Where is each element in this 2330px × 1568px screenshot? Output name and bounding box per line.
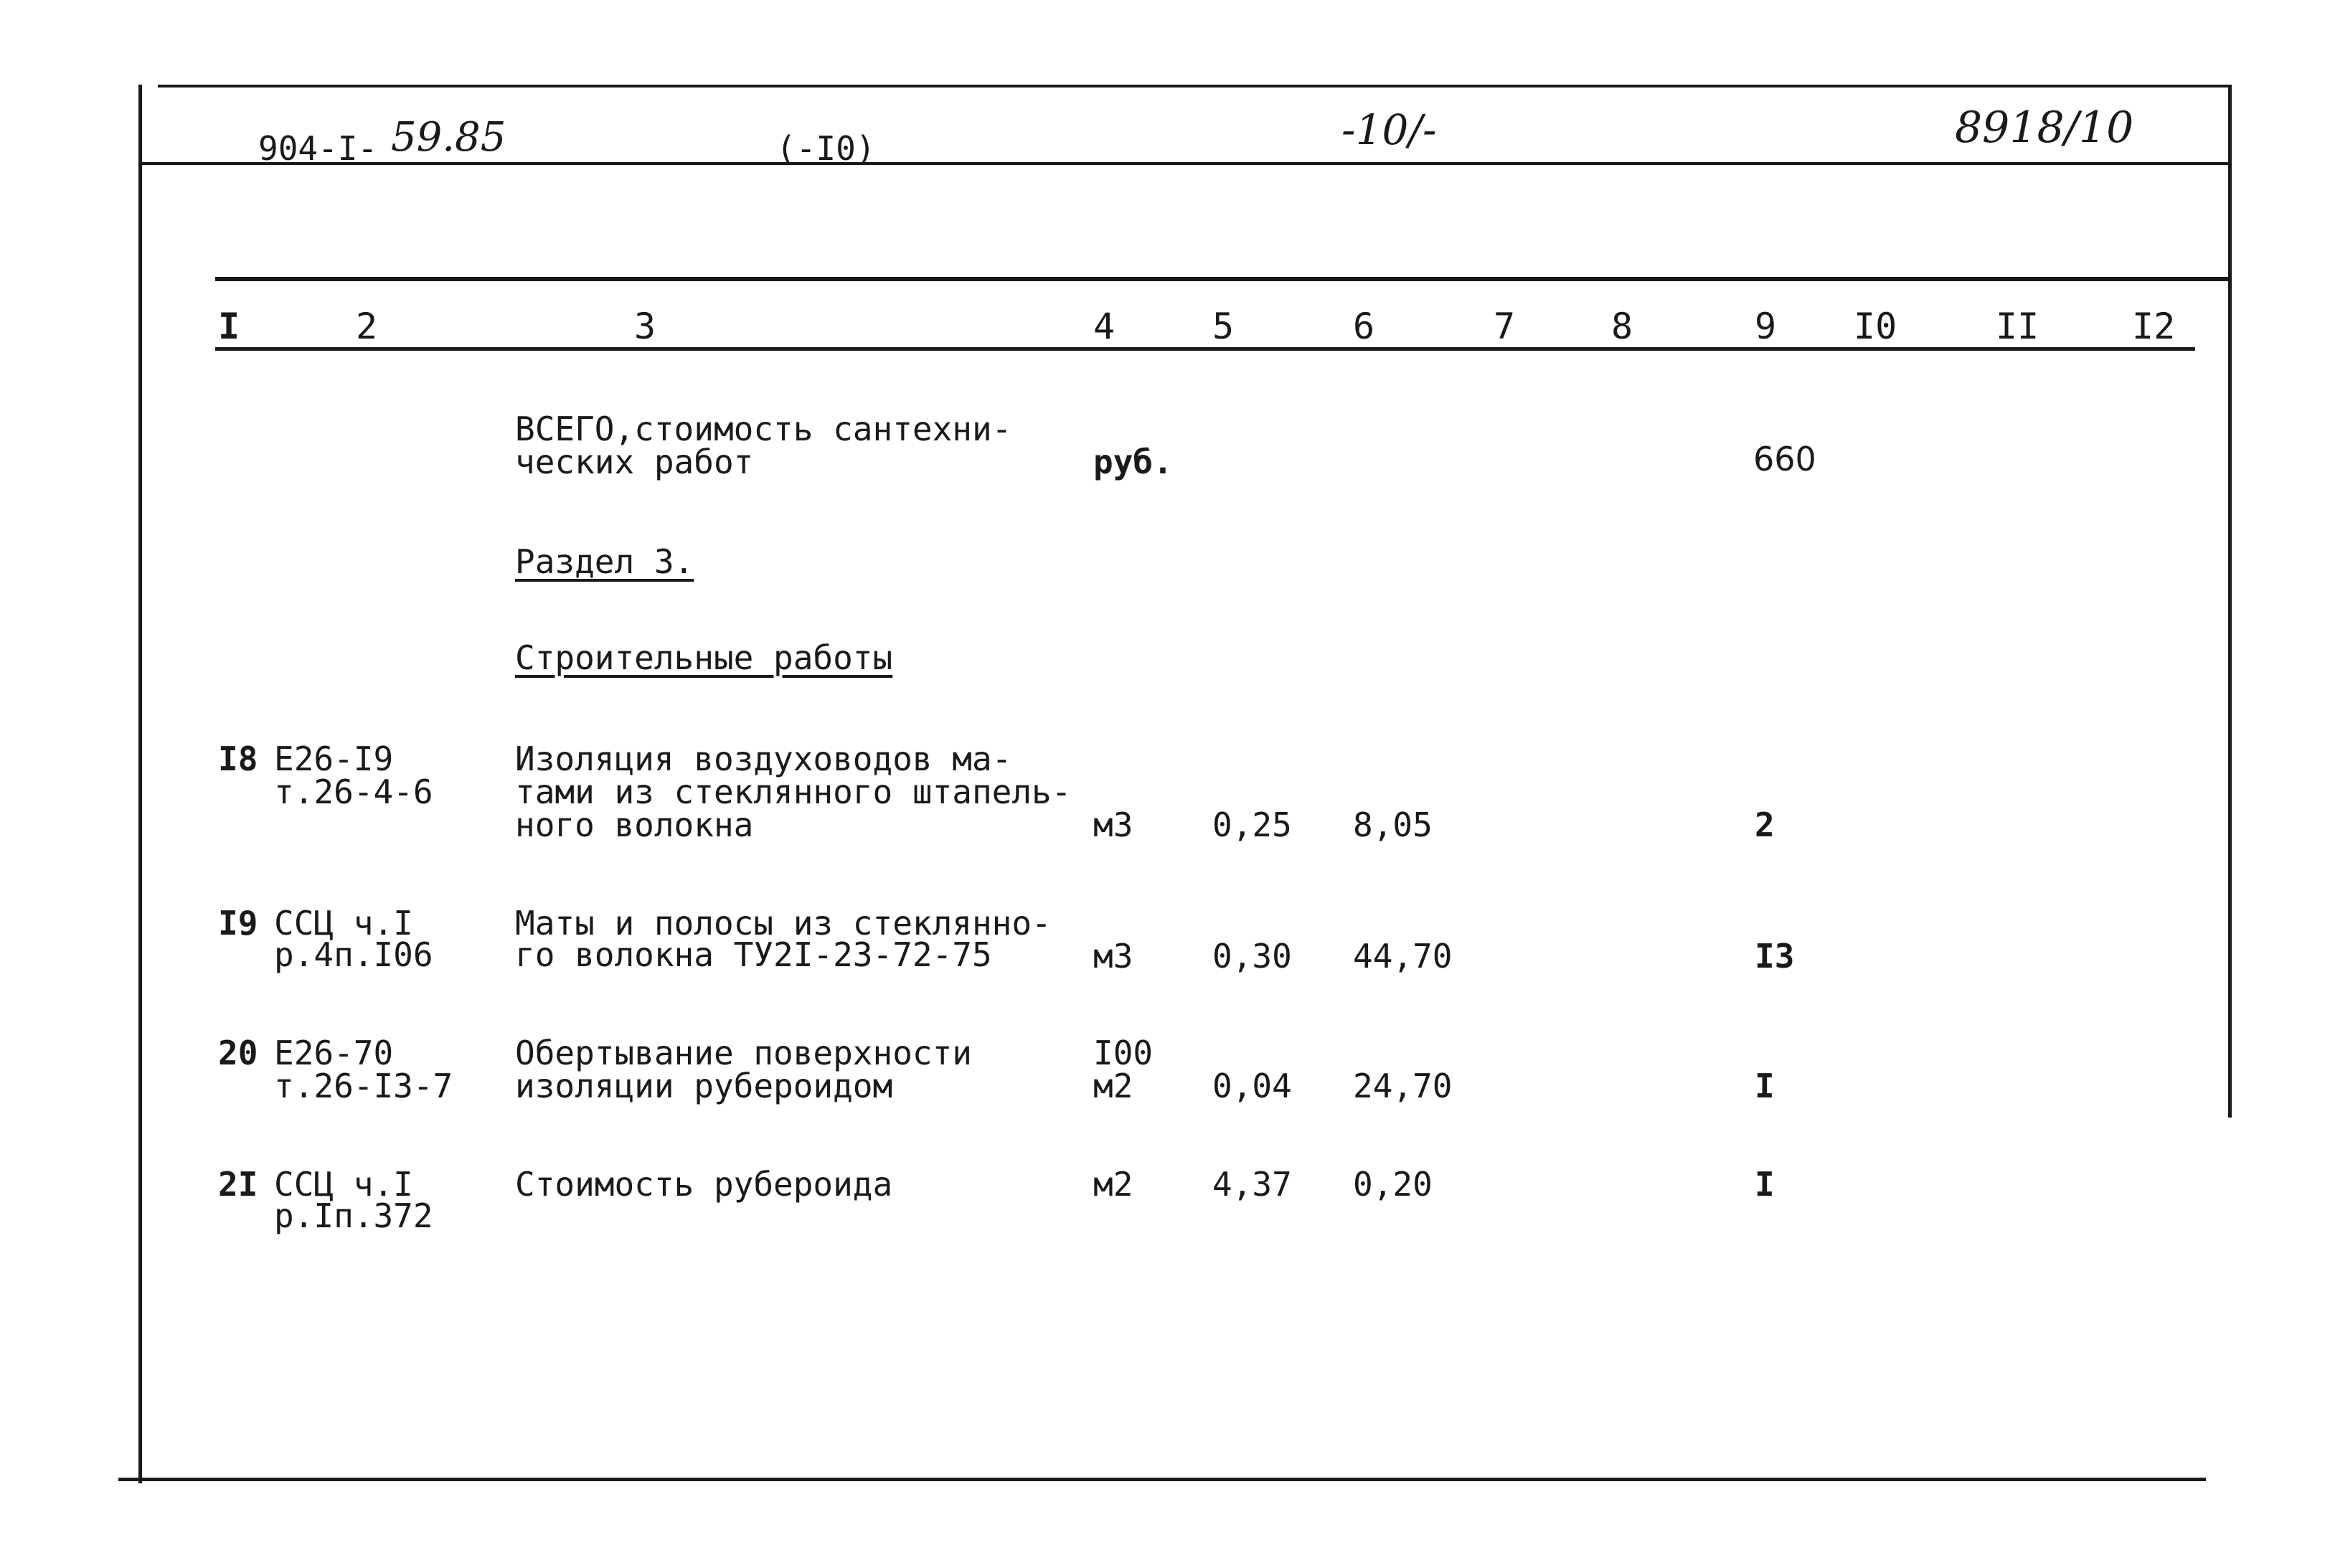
row-quantity: 0,30 [1212,937,1292,976]
row-code-line2: т.26-I3-7 [274,1067,453,1105]
frame-right-line [2228,85,2232,1118]
page-number: -10/- [1341,105,1437,154]
row-number: I8 [218,740,258,778]
row-price: 24,70 [1353,1067,1453,1105]
column-number-1: I [218,306,240,347]
total-label-line2: ческих работ [515,443,754,481]
row-price: 0,20 [1353,1165,1433,1204]
row-unit: м2 [1093,1067,1133,1105]
row-desc-line2: го волокна ТУ2I-23-72-75 [515,935,992,974]
row-unit: м3 [1093,937,1133,976]
doc-code-prefix: 904-I- [258,129,378,168]
row-unit: м2 [1093,1165,1133,1204]
total-label-line1: ВСЕГО,стоимость сантехни- [515,410,1012,448]
column-number-3: 3 [634,306,656,347]
sheet-ref: 8918/10 [1955,103,2134,153]
header-underline [138,162,2232,165]
row-number: 2I [218,1165,258,1204]
row-desc-line1: Стоимость рубероида [515,1165,893,1204]
row-desc-line2: тами из стеклянного штапель- [515,773,1072,811]
section-ref: (-I0) [776,129,876,168]
row-code-line1: ССЦ ч.I [274,904,413,943]
frame-bottom-line [118,1478,2206,1481]
row-unit-line1: I00 [1093,1034,1154,1072]
section-subtitle: Строительные работы [515,638,893,677]
column-number-6: 6 [1353,306,1375,347]
frame-left-line [138,85,142,1483]
doc-code-handwritten: 59.85 [391,114,506,161]
row-desc-line1: Изоляция воздуховодов ма- [515,740,1012,778]
row-quantity: 0,25 [1212,806,1292,844]
frame-top-line [158,85,2231,88]
row-desc-line1: Маты и полосы из стеклянно- [515,904,1052,943]
column-number-12: I2 [2132,306,2176,347]
column-number-7: 7 [1494,306,1516,347]
section-title: Раздел 3. [515,542,694,581]
column-number-11: II [1996,306,2039,347]
row-code-line2: р.4п.I06 [274,935,433,974]
row-col9: I [1755,1067,1775,1105]
row-code-line1: ССЦ ч.I [274,1165,413,1204]
row-col9: I [1755,1165,1775,1204]
row-quantity: 4,37 [1212,1165,1292,1204]
row-number: I9 [218,904,258,943]
column-number-2: 2 [356,306,378,347]
row-code-line2: т.26-4-6 [274,773,433,811]
column-number-5: 5 [1212,306,1235,347]
row-col9: I3 [1755,937,1795,976]
row-desc-line1: Обертывание поверхности [515,1034,972,1072]
column-number-4: 4 [1093,306,1116,347]
row-price: 44,70 [1353,937,1453,976]
row-quantity: 0,04 [1212,1067,1292,1105]
row-desc-line2: изоляции рубероидом [515,1067,893,1105]
column-number-9: 9 [1755,306,1777,347]
row-number: 20 [218,1034,258,1072]
total-col9: 660 [1753,440,1816,478]
row-code-line2: р.Iп.372 [274,1196,433,1235]
row-unit: м3 [1093,806,1133,844]
row-desc-line3: ного волокна [515,806,754,844]
column-number-10: I0 [1854,306,1897,347]
column-header-underline [215,347,2195,351]
row-code-line1: Е26-70 [274,1034,394,1072]
table-top-line [215,277,2231,281]
total-unit: руб. [1093,443,1173,481]
row-col9: 2 [1755,806,1775,844]
row-price: 8,05 [1353,806,1433,844]
row-code-line1: Е26-I9 [274,740,394,778]
column-number-8: 8 [1611,306,1633,347]
